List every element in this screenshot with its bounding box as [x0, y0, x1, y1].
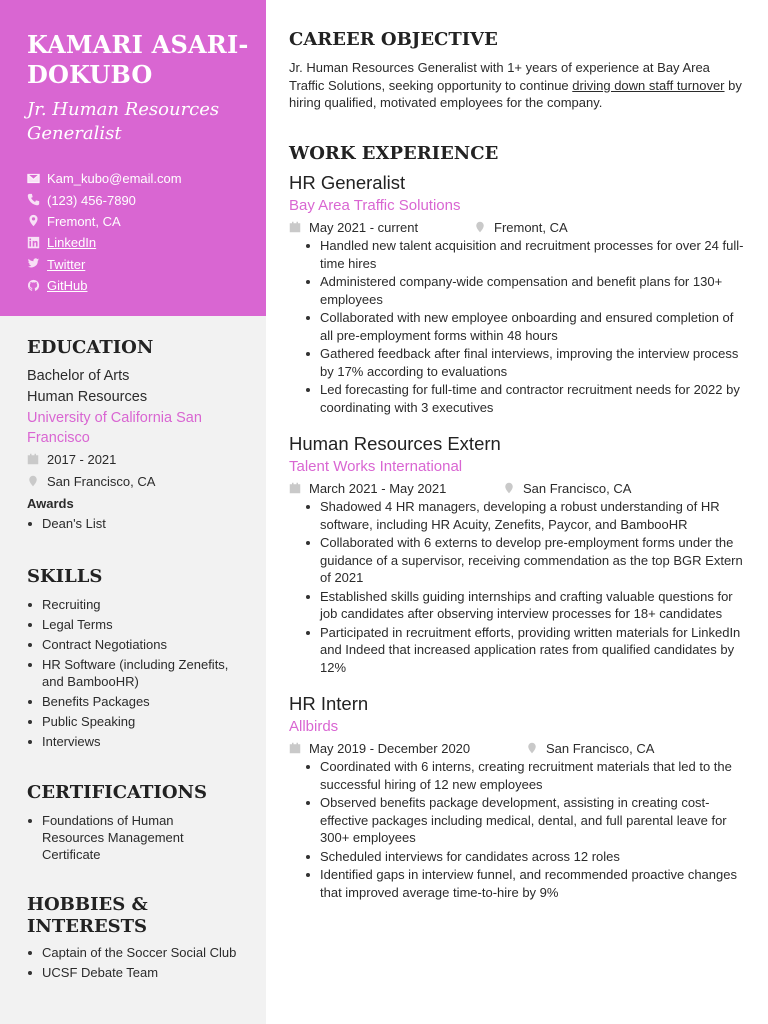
contact-linkedin-text: LinkedIn — [47, 235, 97, 251]
hobbies-list — [27, 944, 252, 981]
objective-title: CAREER OBJECTIVE — [289, 29, 498, 50]
objective-text-after: by hiring qualified, motivated employees for the company. — [289, 77, 742, 110]
map-pin-icon — [27, 214, 41, 228]
certifications-list — [27, 812, 217, 863]
job-bullet: Shadowed 4 HR managers, developing a robust understanding of HR software, including HR Acuity, Zenefits, Paycor, and BambooHR — [320, 498, 744, 533]
objective-text-before: Jr. Human Resources Generalist with 1+ years of experience at Bay Area Traffic Solutions, seeking opportunity to continue — [289, 60, 710, 93]
map-pin-icon — [27, 475, 39, 487]
job-bullets — [289, 237, 744, 416]
education-location: San Francisco, CA — [47, 473, 156, 489]
contact-twitter-text: Twitter — [47, 256, 86, 272]
objective-underlined: driving down staff turnover — [572, 77, 725, 93]
job-bullet: Scheduled interviews for candidates across 12 roles — [320, 848, 744, 866]
job-meta — [289, 478, 744, 498]
map-pin-icon — [503, 482, 515, 494]
map-pin-icon — [474, 221, 486, 233]
education-section — [27, 336, 252, 535]
job-bullet: Established skills guiding internships and crafting valuable questions for job candidates after observing interview processes for 18+ candidates — [320, 588, 744, 623]
envelope-icon — [27, 172, 41, 186]
contact-github[interactable] — [27, 275, 182, 296]
job-bullet: Observed benefits package development, assisting in creating cost-effective packages including medical, dental, and full parental leave for 300+ employees — [320, 794, 744, 847]
linkedin-icon — [27, 236, 41, 250]
hobbies-title: HOBBIES & INTERESTS — [27, 894, 148, 937]
skill-item: Contract Negotiations — [42, 636, 252, 653]
contact-email[interactable] — [27, 168, 182, 189]
job-title: Human Resources Extern — [289, 433, 501, 454]
skills-section — [27, 566, 252, 753]
twitter-icon — [27, 257, 41, 271]
job-entry — [289, 692, 744, 901]
education-field: Human Resources — [27, 389, 148, 405]
certifications-title: CERTIFICATIONS — [27, 782, 207, 803]
job-title: HR Intern — [289, 693, 369, 714]
phone-icon — [27, 193, 41, 207]
hobby-item: Captain of the Soccer Social Club — [42, 944, 252, 961]
sidebar — [0, 0, 266, 1024]
job-dates: May 2021 - current — [309, 219, 419, 235]
job-bullet: Gathered feedback after final interviews, improving the interview process by 17% according to evaluations — [320, 345, 744, 380]
education-title: EDUCATION — [27, 337, 154, 358]
experience-section — [289, 143, 744, 902]
contact-github-text: GitHub — [47, 278, 88, 294]
skill-item: Interviews — [42, 733, 252, 750]
contact-list — [27, 168, 182, 296]
certification-item: Foundations of Human Resources Management Certificate — [42, 812, 217, 863]
skill-item: Public Speaking — [42, 713, 252, 730]
candidate-role: Jr. Human Resources Generalist — [27, 99, 220, 144]
objective-text — [289, 59, 744, 112]
awards-label: Awards — [27, 496, 74, 511]
education-dates: 2017 - 2021 — [47, 451, 117, 467]
resume-header — [0, 0, 266, 316]
skill-item: Benefits Packages — [42, 693, 252, 710]
certifications-section — [27, 782, 252, 866]
education-school: University of California San Francisco — [27, 410, 202, 446]
contact-email-text: Kam_kubo@email.com — [47, 171, 182, 187]
education-location-row — [27, 470, 252, 492]
contact-location-text: Fremont, CA — [47, 213, 121, 229]
calendar-icon — [289, 742, 301, 754]
job-company: Allbirds — [289, 718, 339, 735]
job-bullet: Administered company-wide compensation and benefit plans for 130+ employees — [320, 273, 744, 308]
job-bullet: Coordinated with 6 interns, creating recruitment materials that led to the successful hiring of 12 new employees — [320, 758, 744, 793]
contact-location — [27, 211, 182, 232]
candidate-name: KAMARI ASARI-DOKUBO — [27, 30, 249, 89]
job-meta — [289, 738, 744, 758]
job-dates: May 2019 - December 2020 — [309, 740, 471, 756]
job-entry — [289, 171, 744, 416]
contact-phone-text: (123) 456-7890 — [47, 192, 136, 208]
hobbies-section — [27, 894, 252, 984]
objective-section — [289, 29, 744, 112]
job-meta — [289, 217, 744, 237]
job-location: Fremont, CA — [494, 219, 568, 235]
job-title: HR Generalist — [289, 172, 406, 193]
experience-title: WORK EXPERIENCE — [289, 143, 499, 164]
job-location: San Francisco, CA — [523, 480, 632, 496]
contact-phone[interactable] — [27, 189, 182, 210]
award-item: Dean's List — [42, 515, 252, 532]
job-bullet: Collaborated with new employee onboarding and ensured completion of all pre-employment forms within 48 hours — [320, 309, 744, 344]
job-dates: March 2021 - May 2021 — [309, 480, 447, 496]
github-icon — [27, 279, 41, 293]
education-degree: Bachelor of Arts — [27, 368, 130, 384]
job-bullet: Identified gaps in interview funnel, and recommended proactive changes that improved average time-to-hire by 9% — [320, 866, 744, 901]
job-bullets — [289, 758, 744, 901]
calendar-icon — [289, 482, 301, 494]
contact-twitter[interactable] — [27, 254, 182, 275]
contact-linkedin[interactable] — [27, 232, 182, 253]
skills-title: SKILLS — [27, 566, 103, 587]
job-entry — [289, 432, 744, 676]
calendar-icon — [27, 453, 39, 465]
calendar-icon — [289, 221, 301, 233]
job-company: Talent Works International — [289, 458, 463, 475]
education-dates-row — [27, 448, 252, 470]
skill-item: Legal Terms — [42, 616, 252, 633]
skill-item: HR Software (including Zenefits, and BambooHR) — [42, 656, 252, 690]
job-bullet: Collaborated with 6 externs to develop pre-employment forms under the guidance of a supervisor, receiving commendation as the top BGR Extern of 2021 — [320, 535, 743, 585]
job-bullet: Led forecasting for full-time and contractor recruitment needs for 2022 by coordinating with 3 executives — [320, 381, 744, 416]
job-location: San Francisco, CA — [546, 740, 655, 756]
job-bullet: Participated in recruitment efforts, providing written materials for LinkedIn and Indeed that increased application rates from qualified candidates by 12% — [320, 624, 744, 677]
skills-list — [27, 596, 252, 750]
map-pin-icon — [526, 742, 538, 754]
hobby-item: UCSF Debate Team — [42, 964, 252, 981]
job-company: Bay Area Traffic Solutions — [289, 197, 461, 214]
skill-item: Recruiting — [42, 596, 252, 613]
awards-list — [27, 515, 252, 532]
job-bullets — [289, 498, 744, 676]
job-bullet: Handled new talent acquisition and recruitment processes for over 24 full-time hires — [320, 238, 744, 271]
